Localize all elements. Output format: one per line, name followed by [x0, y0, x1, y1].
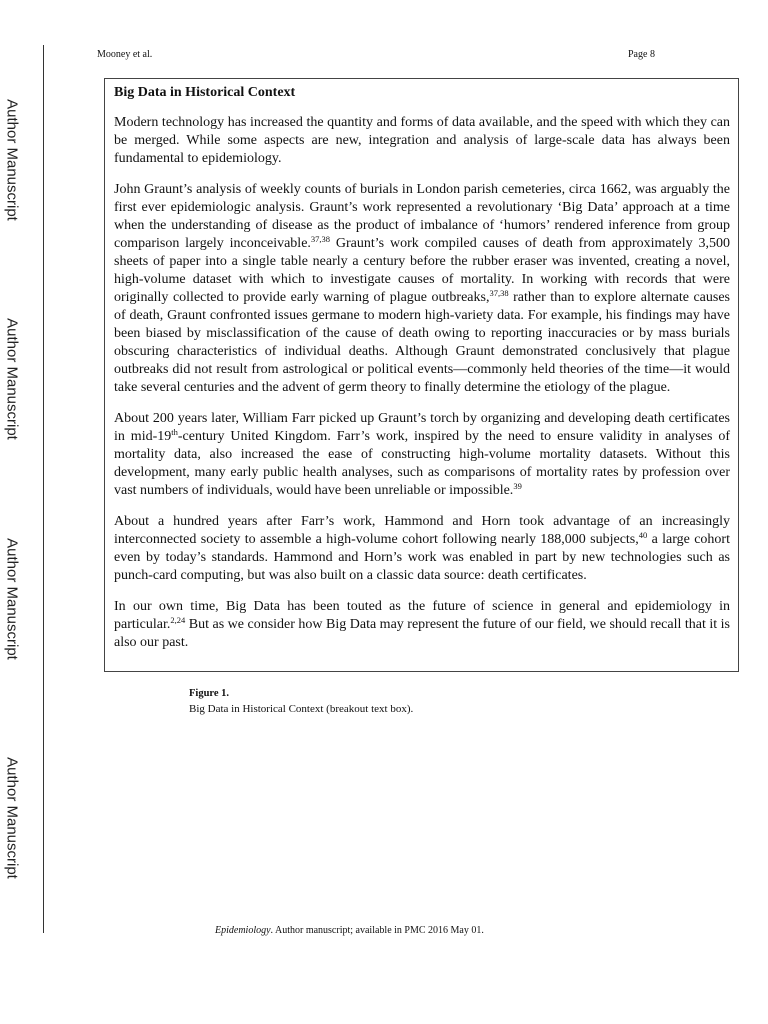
page-number: Page 8 [628, 49, 655, 60]
breakout-text-box [104, 78, 739, 672]
box-title: Big Data in Historical Context [114, 85, 296, 100]
journal-name: Epidemiology [215, 925, 271, 936]
citation[interactable]: 37,38 [310, 234, 331, 244]
citation[interactable]: 39 [513, 481, 522, 491]
paragraph-farr: About 200 years later, William Farr picked up Graunt’s torch by organizing and developing death certificates in mid-19th-century United Kingdom. Farr’s work, inspired by the need to ensure validity in analyses of mortality data, also increased the ease of constructing high-volume mortality datasets. Without this development, many early public health analyses, such as comparisons of mortality rates by profession over vast numbers of individuals, would have been unreliable or impossible.$^{39}$ [114, 411, 730, 498]
paragraph-intro: Modern technology has increased the quantity and forms of data available, and the speed with which they can be merged. While some aspects are new, integration and analysis of large-scale data has always been fundamental to epidemiology. [114, 115, 730, 166]
margin-divider [43, 45, 44, 933]
paragraph-hammond-horn: About a hundred years after Farr’s work, Hammond and Horn took advantage of an increasingly interconnected society to assemble a high-volume cohort following nearly 188,000 subjects,$^{40}$ a large cohort even by today’s standards. Hammond and Horn’s work was enabled in part by new technologies such as punch-card computing, but was also built on a classic data source: death certificates. [114, 514, 730, 583]
paragraph-graunt: John Graunt’s analysis of weekly counts of burials in London parish cemeteries, circa 1662, was arguably the first ever epidemiologic analysis. Graunt’s work represented a revolutionary ‘Big Data’ approach at a time when the understanding of disease as the product of imbalance of ‘humors’ rendered inference from group comparison largely inconceivable.$^{37,38}$ Graunt’s work compiled causes of death from approximately 3,500 sheets of paper into a single table nearly a century before the rubber eraser was invented, creating a novel, high-volume dataset with which to investigate causes of mortality. In working with records that were originally collected to provide early warning of plague outbreaks,$^{37,38}$ rather than to explore alternate causes of death, Graunt confronted issues germane to modern high-variety data. For example, his findings may have been biased by misclassification of the cause of death owing to reporting inaccuracies or by mass burials obscuring characteristics of individual deaths. Although Graunt demonstrated conclusively that plague outbreaks did not result from astrological or political events—commonly held theories of the time—it would take several centuries and the advent of germ theory to finally determine the etiology of the plague. [114, 182, 730, 395]
figure-label: Figure 1. [189, 688, 230, 699]
citation[interactable]: 2,24 [170, 615, 186, 625]
running-header-authors: Mooney et al. [97, 49, 153, 60]
page-footer: Epidemiology. Author manuscript; available in PMC 2016 May 01. [215, 925, 484, 936]
citation[interactable]: 40 [638, 530, 648, 540]
citation[interactable]: 37,38 [489, 288, 509, 298]
figure-caption: Big Data in Historical Context (breakout text box). [189, 703, 414, 715]
paragraph-conclusion: In our own time, Big Data has been touted as the future of science in general and epidemiology in particular.$^{2,24}$ But as we consider how Big Data may represent the future of our field, we should recall that it is also our past. [114, 599, 730, 650]
